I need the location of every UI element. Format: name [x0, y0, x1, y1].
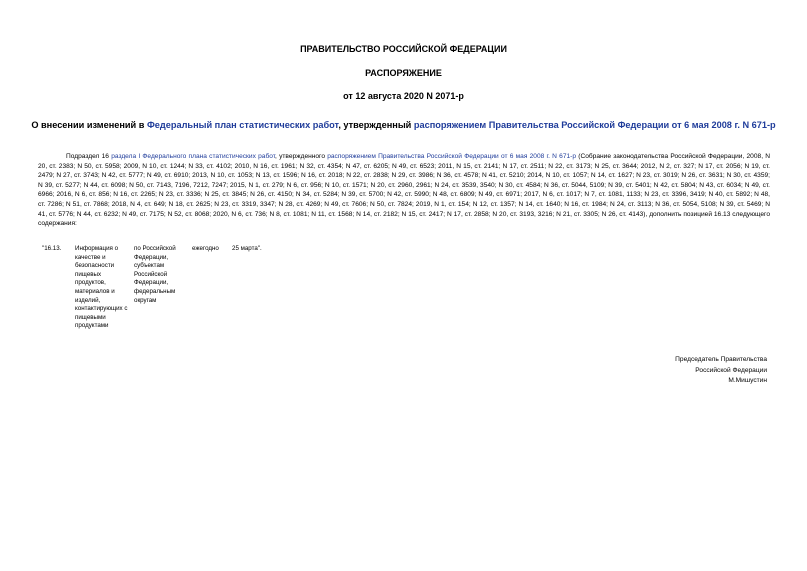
signature-title-line2: Российской Федерации [695, 366, 767, 374]
body-text-part1: Подраздел 16 [66, 153, 112, 160]
body-text-part3: (Собрание законодательства Российской Федерации, 2008, N 20, ст. 2383; N 50, ст. 5958; 2009, N 10, ст. 1244; N 33, ст. 4102; 2010, N 16, ст. 1961; N 32, ст. 4354; N 47, ст. 6205; N 49, ст. 6523; 2011, N 15, ст. 2141; N 17, ст. 2511; N 22, ст. 3173; N 25, ст. 3644; 2012, N 2, ст. 327; N 17, ст. 2056; N 19, ст. 2479; N 27, ст. 3743; N 42, ст. 5777; N 49, ст. 6910; 2013, N 10, ст. 1053; N 13, ст. 1596; N 16, ст. 2018; N 22, ст. 2838; N 29, ст. 3986; N 36, ст. 4578; N 41, ст. 5210; 2014, N 10, ст. 1057; N 14, ст. 1627; N 23, ст. 3019; N 26, ст. 3631; N 30, ст. 4359; N 39, ст. 5277; N 44, ст. 6098; N 50, ст. 7143, 7196, 7212, 7247; 2015, N 1, ст. 279; N 6, ст. 956; N 10, ст. 1571; N 20, ст. 2960, 2961; N 24, ст. 3539, 3540; N 30, ст. 4584; N 36, ст. 5044, 5109; N 39, ст. 5401; N 42, ст. 5804; N 43, ст. 6034; N 49, ст. 6966; 2016, N 6, ст. 856; N 16, ст. 2265; N 23, ст. 3336; N 25, ст. 3845; N 26, ст. 4150; N 34, ст. 5284; N 39, ст. 5700; N 42, ст. 5990; N 48, ст. 6809; N 49, ст. 6971; 2017, N 6, ст. 1017; N 7, ст. 1081, 1133; N 23, ст. 3396, 3419; N 40, ст. 5892; N 48, ст. 7286; N 51, ст. 7868; 2018, N 4, ст. 649; N 18, ст. 2625; N 23, ст. 3319, 3347; N 28, ст. 4269; N 49, ст. 7606; N 50, ст. 7824; 2019, N 1, ст. 154; N 12, ст. 1357; N 14, ст. 1640; N 16, ст. 1984; N 24, ст. 3113; N 36, ст. 5054, 5108; N 39, ст. 5469; N 41, ст. 5776; N 44, ст. 6232; N 49, ст. 7175; N 52, ст. 8068; 2020, N 6, ст. 736; N 8, ст. 1081; N 11, ст. 1568; N 14, ст. 2182; N 15, ст. 2417; N 17, ст. 2858; N 20, ст. 3193, 3216; N 21, ст. 3305; N 26, ст. 4143), дополнить позицией 16.13 следующего содержания: [38, 153, 771, 228]
title-text-part1: О внесении изменений в [31, 120, 147, 130]
document-title [0, 120, 807, 130]
table-cell-deadline: 25 марта". [232, 245, 262, 252]
body-link-order[interactable]: распоряжением Правительства Российской Федерации от 6 мая 2008 г. N 671-р [327, 153, 577, 160]
table-cell-info: Информация о качестве и безопасности пищевых продуктов, материалов и изделий, контактирующих с пищевыми продуктами [75, 245, 128, 330]
government-heading: ПРАВИТЕЛЬСТВО РОССИЙСКОЙ ФЕДЕРАЦИИ [300, 44, 507, 54]
title-link-plan[interactable]: Федеральный план статистических работ [146, 120, 339, 130]
title-text-part2: , утвержденный [338, 120, 414, 130]
title-link-order[interactable]: распоряжением Правительства Российской Федерации от 6 мая 2008 г. N 671-р [413, 120, 776, 130]
body-link-section[interactable]: раздела I Федерального плана статистических работ [111, 153, 276, 160]
doc-type-heading: РАСПОРЯЖЕНИЕ [365, 68, 442, 78]
signature-block [675, 355, 767, 387]
signature-title-line1: Председатель Правительства [675, 356, 767, 363]
main-paragraph [38, 152, 770, 229]
date-number-heading: от 12 августа 2020 N 2071-р [343, 91, 464, 101]
body-text-part2: , утвержденного [275, 153, 328, 160]
table-cell-scope: по Российской Федерации, субъектам Российской Федерации, федеральным округам [134, 245, 176, 304]
table-cell-number: "16.13. [42, 245, 62, 252]
signature-name: М.Мишустин [728, 377, 767, 384]
table-cell-period: ежегодно [192, 245, 219, 252]
